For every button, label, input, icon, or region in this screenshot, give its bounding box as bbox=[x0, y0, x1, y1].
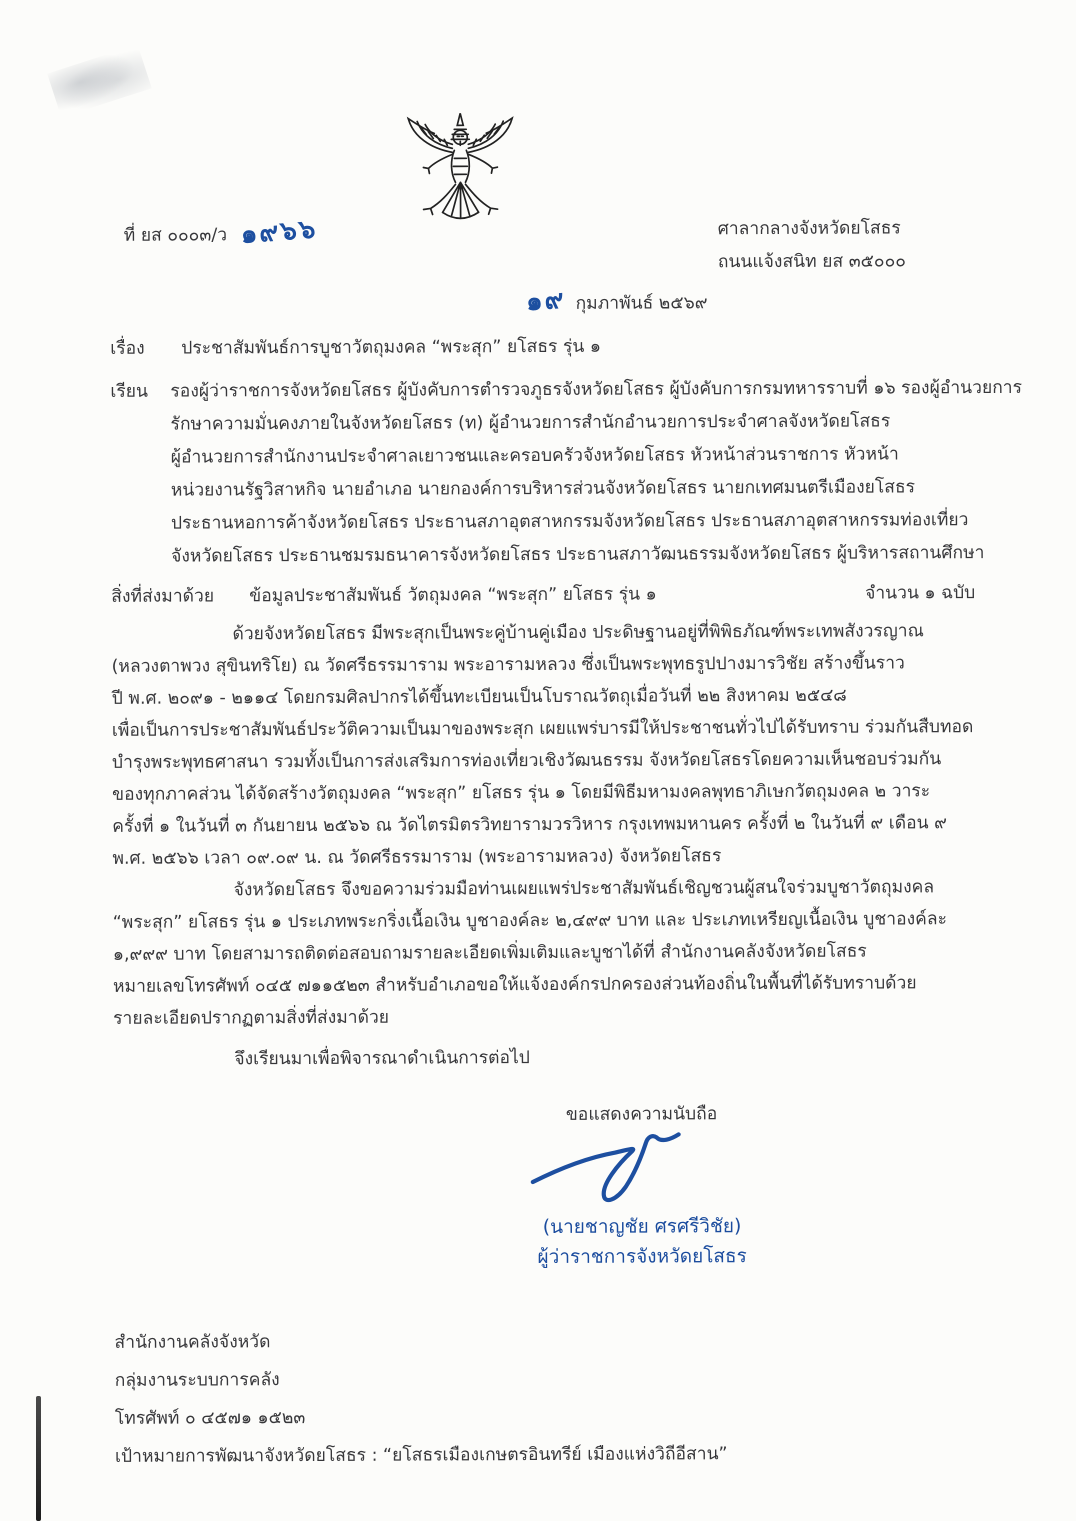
addressee-line: รองผู้ว่าราชการจังหวัดยโสธร ผู้บังคับการตำรวจภูธรจังหวัดยโสธร ผู้บังคับการกรมทหารราบที่ ๑๖ รองผู้อำนวยการ bbox=[170, 377, 1023, 402]
body-line: ครั้งที่ ๑ ในวันที่ ๓ กันยายน ๒๕๖๖ ณ วัดไตรมิตรวิทยารามวรวิหาร กรุงเทพมหานคร ครั้งที่ ๒ ในวันที่ ๙ เดือน ๙ bbox=[112, 813, 948, 837]
body-line: หมายเลขโทรศัพท์ ๐๔๕ ๗๑๑๕๒๓ สำหรับอำเภอขอให้แจ้งองค์กรปกครองส่วนท้องถิ่นในพื้นที่ได้รับทราบด้วย bbox=[112, 973, 917, 997]
signing-block bbox=[461, 1099, 822, 1273]
body-line: ด้วยจังหวัดยโสธร มีพระสุกเป็นพระคู่บ้านคู่เมือง ประดิษฐานอยู่ที่พิพิธภัณฑ์พระเทพสังวรญาณ bbox=[232, 621, 924, 645]
subject-row bbox=[110, 330, 974, 362]
addressee-line: ประธานหอการค้าจังหวัดยโสธร ประธานสภาอุตสาหกรรมจังหวัดยโสธร ประธานสภาอุตสาหกรรมท่องเที่ยว bbox=[170, 510, 969, 534]
body-line: ปี พ.ศ. ๒๐๙๑ - ๒๑๑๔ โดยกรมศิลปากรได้ขึ้นทะเบียนเป็นโบราณวัตถุเมื่อวันที่ ๒๒ สิงหาคม ๒๕๔๘ bbox=[111, 685, 847, 709]
garuda-emblem-icon bbox=[400, 110, 521, 259]
footer-block bbox=[114, 1321, 727, 1476]
body-line: จังหวัดยโสธร จึงขอความร่วมมือท่านเผยแพร่ประชาสัมพันธ์เชิญชวนผู้สนใจร่วมบูชาวัตถุมงคล bbox=[233, 877, 935, 901]
body-paragraph-1 bbox=[111, 615, 976, 875]
signer-name: (นายชาญชัย ศรศรีวิชัย) bbox=[542, 1215, 742, 1238]
addressee-line: จังหวัดยโสธร ประธานชมรมธนาคารจังหวัดยโสธร ประธานสภาวัฒนธรรมจังหวัดยโสธร ผู้บริหารสถานศึกษา bbox=[171, 543, 985, 567]
body-line: ของทุกภาคส่วน ได้จัดสร้างวัตถุมงคล “พระสุก” ยโสธร รุ่น ๑ โดยมีพิธีมหามงคลพุทธาภิเษกวัตถุมงคล ๒ วาระ bbox=[112, 781, 931, 805]
footer-office: สำนักงานคลังจังหวัด bbox=[114, 1332, 271, 1353]
reference-number-label: ที่ ยส ๐๐๐๓/ว bbox=[123, 225, 228, 246]
attachment-row bbox=[111, 578, 975, 610]
closing-line: จึงเรียนมาเพื่อพิจารณาดำเนินการต่อไป bbox=[234, 1048, 530, 1070]
body-line: “พระสุก” ยโสธร รุ่น ๑ ประเภทพระกริ่งเนื้อเงิน บูชาองค์ละ ๒,๔๙๙ บาท และ ประเภทเหรียญเนื้อเงิน บูชาองค์ละ bbox=[112, 909, 948, 933]
body-line: เพื่อเป็นการประชาสัมพันธ์ประวัติความเป็นมาของพระสุก เผยแพร่บารมีให้ประชาชนทั่วไปได้รับทราบ ร่วมกันสืบทอด bbox=[111, 717, 974, 741]
subject-text: ประชาสัมพันธ์การบูชาวัตถุมงคล “พระสุก” ยโสธร รุ่น ๑ bbox=[181, 336, 602, 359]
sender-line2: ถนนแจ้งสนิท ยส ๓๕๐๐๐ bbox=[717, 251, 906, 273]
sender-line1: ศาลากลางจังหวัดยโสธร bbox=[717, 218, 901, 240]
body-line: (หลวงตาพวง สุขินทริโย) ณ วัดศรีธรรมาราม พระอารามหลวง ซึ่งเป็นพระพุทธรูปปางมารวิชัย สร้างขึ้นราว bbox=[111, 653, 905, 677]
footer-phone: โทรศัพท์ ๐ ๔๕๗๑ ๑๕๒๓ bbox=[114, 1408, 306, 1429]
subject-label: เรื่อง bbox=[110, 338, 145, 359]
addressee-line: รักษาความมั่นคงภายในจังหวัดยโสธร (ท) ผู้อำนวยการสำนักอำนวยการประจำศาลจังหวัดยโสธร bbox=[170, 411, 891, 435]
addressee-line: หน่วยงานรัฐวิสาหกิจ นายอำเภอ นายกองค์การบริหารส่วนจังหวัดยโสธร นายกเทศมนตรีเมืองยโสธร bbox=[170, 477, 916, 501]
addressee-label: เรียน bbox=[110, 381, 149, 402]
body-line: พ.ศ. ๒๕๖๖ เวลา ๐๙.๐๙ น. ณ วัดศรีธรรมาราม (พระอารามหลวง) จังหวัดยโสธร bbox=[112, 846, 722, 869]
footer-motto: เป้าหมายการพัฒนาจังหวัดยโสธร : “ยโสธรเมืองเกษตรอินทรีย์ เมืองแห่งวิถีอีสาน” bbox=[114, 1444, 728, 1467]
signature-ink bbox=[523, 1125, 713, 1216]
sender-address bbox=[718, 212, 906, 279]
signer-title: ผู้ว่าราชการจังหวัดยโสธร bbox=[537, 1245, 747, 1269]
reference-number-row bbox=[123, 214, 319, 254]
body-line: รายละเอียดปรากฏตามสิ่งที่ส่งมาด้วย bbox=[113, 1007, 390, 1029]
addressee-block bbox=[110, 372, 1023, 574]
reference-number-handwritten: ๑๙๖๖ bbox=[240, 214, 319, 250]
signature bbox=[462, 1129, 822, 1213]
addressee-line: ผู้อำนวยการสำนักงานประจำศาลเยาวชนและครอบครัวจังหวัดยโสธร หัวหน้าส่วนราชการ หัวหน้า bbox=[170, 444, 899, 468]
attachment-count: จำนวน ๑ ฉบับ bbox=[865, 583, 976, 604]
letter-date bbox=[526, 285, 708, 321]
attachment-label: สิ่งที่ส่งมาด้วย bbox=[111, 586, 215, 607]
body-line: ๑,๙๙๙ บาท โดยสามารถติดต่อสอบถามรายละเอียดเพิ่มเติมและบูชาได้ที่ สำนักงานคลังจังหวัดยโสธร bbox=[112, 941, 867, 965]
salutation: ขอแสดงความนับถือ bbox=[565, 1104, 718, 1125]
date-text: กุมภาพันธ์ ๒๕๖๙ bbox=[575, 293, 708, 314]
body-paragraph-2 bbox=[112, 871, 977, 1035]
date-day-handwritten: ๑๙ bbox=[524, 284, 567, 318]
footer-unit: กลุ่มงานระบบการคลัง bbox=[114, 1370, 280, 1391]
body-line: บำรุงพระพุทธศาสนา รวมทั้งเป็นการส่งเสริมการท่องเที่ยวเชิงวัฒนธรรม จังหวัดยโสธรโดยความเห็นชอบร่วมกัน bbox=[111, 749, 942, 773]
attachment-text: ข้อมูลประชาสัมพันธ์ วัตถุมงคล “พระสุก” ยโสธร รุ่น ๑ bbox=[249, 584, 657, 607]
